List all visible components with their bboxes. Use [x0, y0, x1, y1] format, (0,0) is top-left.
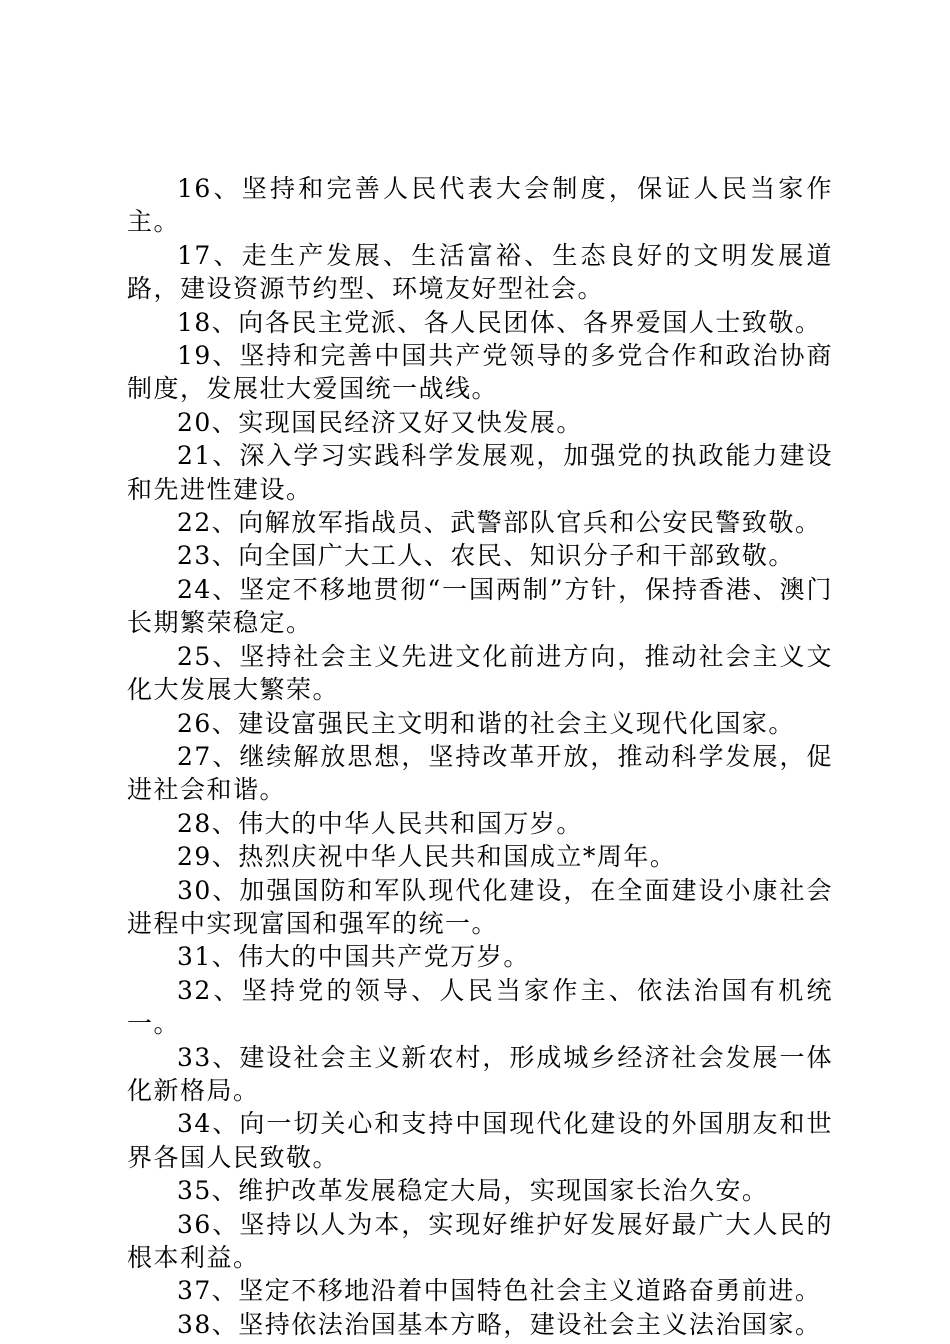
slogan-paragraph-26: 26、建设富强民主文明和谐的社会主义现代化国家。	[177, 708, 795, 738]
slogan-paragraph-30: 30、加强国防和军队现代化建设，在全面建设小康社会进程中实现富国和强军的统一。	[127, 875, 833, 938]
slogan-paragraph-38: 38、坚持依法治国基本方略，建设社会主义法治国家。	[177, 1309, 822, 1339]
slogan-paragraph-24: 24、坚定不移地贯彻“一国两制”方针，保持香港、澳门长期繁荣稳定。	[127, 574, 833, 638]
slogan-paragraph-37: 37、坚定不移地沿着中国特色社会主义道路奋勇前进。	[177, 1276, 822, 1306]
slogan-paragraph-34: 34、向一切关心和支持中国现代化建设的外国朋友和世界各国人民致敬。	[127, 1109, 833, 1172]
slogan-paragraph-29: 29、热烈庆祝中华人民共和国成立*周年。	[177, 842, 677, 872]
slogan-paragraph-23: 23、向全国广大工人、农民、知识分子和干部致敬。	[177, 541, 795, 571]
slogan-paragraph-27: 27、继续解放思想，坚持改革开放，推动科学发展，促进社会和谐。	[127, 741, 833, 805]
slogan-paragraph-21: 21、深入学习实践科学发展观，加强党的执政能力建设和先进性建设。	[127, 441, 833, 504]
slogan-paragraph-33: 33、建设社会主义新农村，形成城乡经济社会发展一体化新格局。	[127, 1042, 833, 1105]
slogan-paragraph-31: 31、伟大的中国共产党万岁。	[177, 942, 530, 972]
slogan-paragraph-35: 35、维护改革发展稳定大局，实现国家长治久安。	[177, 1176, 769, 1206]
slogan-paragraph-16: 16、坚持和完善人民代表大会制度，保证人民当家作主。	[127, 174, 833, 237]
slogan-paragraph-25: 25、坚持社会主义先进文化前进方向，推动社会主义文化大发展大繁荣。	[127, 641, 833, 705]
slogan-paragraph-22: 22、向解放军指战员、武警部队官兵和公安民警致敬。	[177, 508, 822, 538]
slogan-paragraph-18: 18、向各民主党派、各人民团体、各界爱国人士致敬。	[177, 307, 822, 337]
slogan-paragraph-36: 36、坚持以人为本，实现好维护好发展好最广大人民的根本利益。	[127, 1209, 833, 1272]
slogan-paragraph-17: 17、走生产发展、生活富裕、生态良好的文明发展道路，建设资源节约型、环境友好型社会。	[127, 240, 833, 304]
slogan-paragraph-20: 20、实现国民经济又好又快发展。	[177, 407, 583, 437]
slogan-paragraph-19: 19、坚持和完善中国共产党领导的多党合作和政治协商制度，发展壮大爱国统一战线。	[127, 341, 833, 404]
slogan-paragraph-28: 28、伟大的中华人民共和国万岁。	[177, 808, 583, 838]
slogan-paragraph-32: 32、坚持党的领导、人民当家作主、依法治国有机统一。	[127, 975, 833, 1039]
document-body	[127, 172, 833, 1341]
